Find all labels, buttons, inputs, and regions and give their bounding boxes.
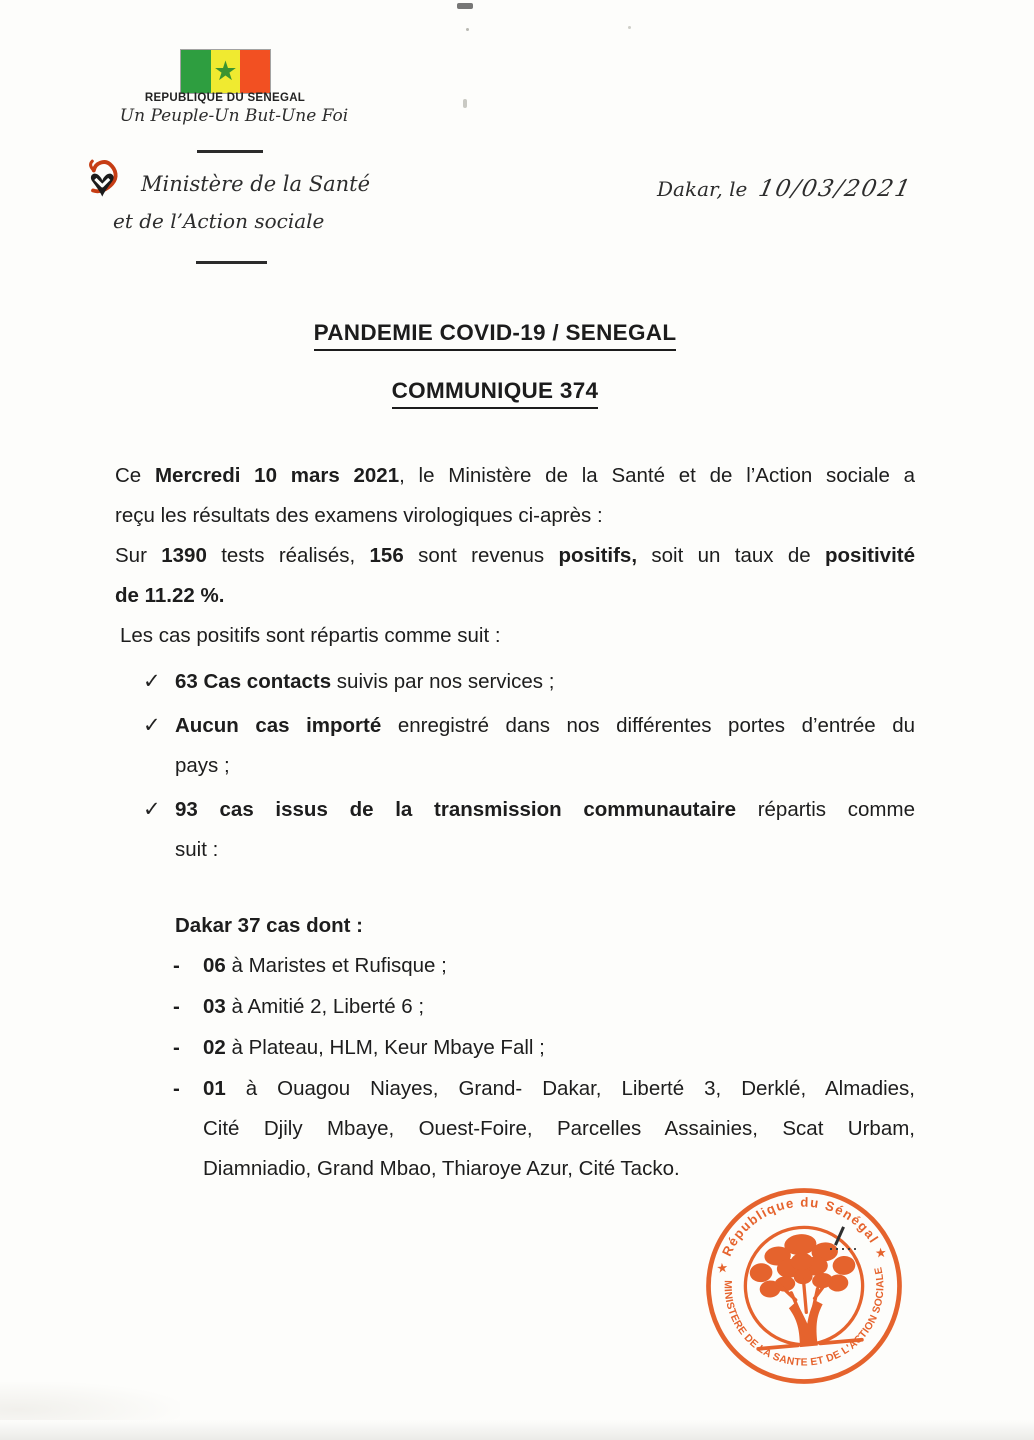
communique-body — [115, 456, 915, 1190]
check-list-item: ✓ 63 Cas contacts suivis par nos services ; — [115, 662, 915, 702]
dash-icon: - — [173, 1036, 180, 1059]
check-icon: ✓ — [143, 714, 161, 737]
ministry-logo-icon — [83, 156, 137, 208]
list-item: - 02 à Plateau, HLM, Keur Mbaye Fall ; — [115, 1028, 915, 1068]
stats-paragraph: Sur 1390 tests réalisés, 156 sont revenus positifs, soit un taux de positivité de 11.22 %. — [115, 544, 915, 607]
ministry-name-line1: Ministère de la Santé — [141, 172, 371, 196]
list-item: - 06 à Maristes et Rufisque ; — [115, 946, 915, 986]
national-motto: Un Peuple-Un But-Une Foi — [119, 106, 349, 126]
divider-line-top — [197, 150, 263, 153]
check-icon: ✓ — [143, 670, 161, 693]
scan-edge — [0, 1420, 1034, 1440]
distribution-intro: Les cas positifs sont répartis comme suit : — [120, 624, 501, 647]
pen-dots — [830, 1248, 832, 1250]
check-list — [115, 662, 915, 870]
list-item: - 01 à Ouagou Niayes, Grand- Dakar, Liberté 3, Derklé, Almadies, Cité Djily Mbaye, Ouest-Foire, Parcelles Assainies, Scat Urbam, Diamniadio, Grand Mbao, Thiaroye Azur, Cité Tacko. — [115, 1069, 915, 1189]
dakar-list — [115, 946, 915, 1189]
intro-paragraph: Ce Mercredi 10 mars 2021, le Ministère de la Santé et de l’Action sociale a reçu les résultats des examens virologiques ci-après : — [115, 464, 915, 527]
scan-artifact — [466, 28, 469, 31]
senegal-flag-icon — [181, 50, 270, 93]
ministry-stamp — [691, 1173, 916, 1398]
dash-icon: - — [173, 954, 180, 977]
communique-title: PANDEMIE COVID-19 / SENEGAL — [0, 320, 1012, 351]
dash-icon: - — [173, 995, 180, 1018]
scan-artifact — [628, 26, 631, 29]
republic-title: REPUBLIQUE DU SENEGAL — [144, 92, 306, 104]
dateline — [657, 176, 915, 202]
communique-number: COMMUNIQUE 374 — [0, 378, 1012, 409]
scan-artifact — [463, 99, 467, 108]
list-item: - 03 à Amitié 2, Liberté 6 ; — [115, 987, 915, 1027]
check-list-item: ✓ 93 cas issus de la transmission communautaire répartis comme suit : — [115, 790, 915, 870]
dakar-heading: Dakar 37 cas dont : — [175, 914, 363, 937]
stamp-ring-text-top: ★ République du Sénégal ★ — [713, 1194, 891, 1276]
divider-line-bottom — [196, 261, 267, 264]
check-icon: ✓ — [143, 798, 161, 821]
ministry-name-line2: et de l’Action sociale — [113, 209, 325, 233]
scan-artifact — [457, 3, 473, 9]
dateline-place: Dakar, le — [657, 177, 748, 201]
check-list-item: ✓ Aucun cas importé enregistré dans nos différentes portes d’entrée du pays ; — [115, 706, 915, 786]
flag-star-icon: ★ — [213, 56, 238, 86]
dash-icon: - — [173, 1077, 180, 1100]
stamp-ring-text-bottom: MINISTERE DE LA SANTE ET DE L'ACTION SOCIALE — [721, 1265, 887, 1369]
dateline-handwritten-date: 10/03/2021 — [756, 176, 915, 202]
